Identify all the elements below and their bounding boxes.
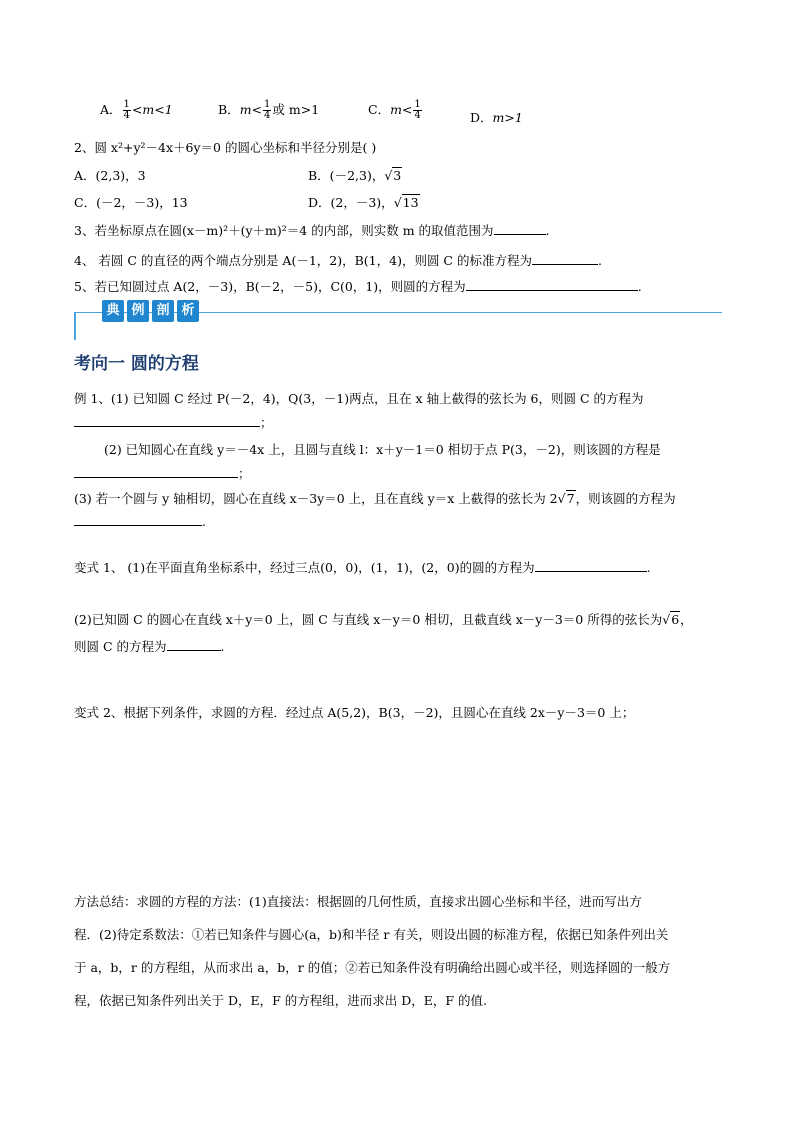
q1-option-a: [100, 100, 173, 121]
option-label: A．: [100, 102, 122, 117]
option-label: B．: [218, 102, 240, 117]
sqrt-symbol: √7: [557, 491, 575, 506]
sqrt-symbol: √3: [384, 168, 402, 183]
denominator: 4: [123, 110, 130, 121]
q3: [74, 221, 550, 239]
q1-option-c: [368, 100, 423, 121]
punctuation: ，: [680, 612, 693, 627]
question-text: 变式 1、 (1)在平面直角坐标系中，经过三点(0，0)，(1，1)，(2，0)的圆的方程为: [74, 560, 535, 575]
q4: [74, 251, 602, 269]
punctuation: ；: [260, 415, 273, 430]
example1-part3-answer: [74, 514, 206, 529]
q2-option-d: [308, 193, 420, 211]
example1-part1-answer: [74, 413, 273, 431]
q1-option-d: [470, 108, 523, 126]
answer-blank[interactable]: [74, 426, 260, 427]
option-text: B．(－2,3)，: [308, 168, 385, 183]
question-text: 4、 若圆 C 的直径的两个端点分别是 A(－1，2)，B(1，4)，则圆 C 的标准方程为: [74, 253, 532, 268]
denominator: 4: [414, 110, 421, 121]
denominator: 4: [264, 110, 271, 121]
banner-char: 剖: [152, 300, 174, 322]
question-text: ，则该圆的方程为: [575, 491, 676, 506]
question-text: (2)已知圆 C 的圆心在直线 x＋y＝0 上，圆 C 与直线 x－y＝0 相切，且截直线 x－y－3＝0 所得的弦长为: [74, 612, 663, 627]
question-text: (3) 若一个圆与 y 轴相切，圆心在直线 x－3y＝0 上，且在直线 y＝x 上截得的弦长为 2: [74, 491, 558, 506]
method-line-4: 程，依据已知条件列出关于 D，E，F 的方程组，进而求出 D，E，F 的值.: [74, 993, 488, 1008]
variant1-part1: [74, 558, 651, 576]
punctuation: .: [220, 639, 225, 654]
radicand: 13: [402, 195, 419, 210]
variant2: 变式 2、根据下列条件，求圆的方程．经过点 A(5,2)，B(3，－2)，且圆心在直线 2x－y－3＝0 上；: [74, 705, 635, 720]
answer-blank[interactable]: [74, 525, 202, 526]
sqrt-symbol: √13: [393, 195, 419, 210]
radicand: 3: [393, 168, 402, 183]
banner-char: 例: [127, 300, 149, 322]
numerator: 1: [123, 99, 130, 110]
radicand: 7: [566, 491, 575, 506]
banner-char: 典: [102, 300, 124, 322]
fraction: [413, 100, 421, 121]
answer-blank[interactable]: [535, 571, 647, 572]
example1-part2-answer: [74, 464, 251, 482]
fraction: [263, 100, 271, 121]
variant1-part2-answer: [74, 637, 225, 655]
variant1-part2: [74, 610, 693, 628]
answer-blank[interactable]: [494, 234, 546, 235]
answer-blank[interactable]: [466, 290, 638, 291]
radicand: 6: [671, 612, 680, 627]
q2-stem: 2、圆 x²+y²－4x＋6y＝0 的圆心坐标和半径分别是( ): [74, 140, 377, 155]
example1-part1: 例 1、(1) 已知圆 C 经过 P(－2，4)，Q(3，－1)两点，且在 x 轴上截得的弦长为 6，则圆 C 的方程为: [74, 391, 644, 406]
question-text: 5、若已知圆过点 A(2，－3)，B(－2，－5)，C(0，1)，则圆的方程为: [74, 279, 466, 294]
sqrt-symbol: √6: [662, 612, 680, 627]
option-text: m<: [239, 102, 263, 117]
banner-char: 析: [177, 300, 199, 322]
numerator: 1: [264, 99, 271, 110]
question-text: 3、若坐标原点在圆(x－m)²＋(y＋m)²＝4 的内部，则实数 m 的取值范围为: [74, 223, 494, 238]
example1-part3: [74, 489, 676, 507]
option-text: <m<1: [131, 102, 173, 117]
method-line-1: 方法总结：求圆的方程的方法：(1)直接法：根据圆的几何性质，直接求出圆心坐标和半径，进而写出方: [74, 894, 642, 909]
answer-blank[interactable]: [532, 264, 598, 265]
question-text: 则圆 C 的方程为: [74, 639, 167, 654]
q5: [74, 277, 642, 295]
option-text: m<: [390, 102, 413, 117]
numerator: 1: [414, 99, 421, 110]
option-text: D．(2，－3)，: [308, 195, 394, 210]
option-label: D．: [470, 110, 493, 125]
punctuation: .: [637, 279, 642, 294]
punctuation: .: [202, 514, 206, 529]
answer-blank[interactable]: [167, 650, 221, 651]
fraction: [123, 100, 131, 121]
section-title: 考向一 圆的方程: [74, 354, 199, 374]
example1-part2: (2) 已知圆心在直线 y＝－4x 上，且圆与直线 l：x＋y－1＝0 相切于点 P(3，－2)，则该圆的方程是: [104, 442, 661, 457]
method-line-3: 于 a，b，r 的方程组，从而求出 a，b，r 的值；②若已知条件没有明确给出圆心或半径，则选择圆的一般方: [74, 960, 671, 975]
option-text: 或 m>1: [272, 102, 320, 117]
q2-option-b: [308, 166, 402, 184]
punctuation: .: [597, 253, 602, 268]
punctuation: .: [545, 223, 550, 238]
option-label: C．: [368, 102, 391, 117]
answer-blank[interactable]: [74, 477, 238, 478]
method-line-2: 程．(2)待定系数法：①若已知条件与圆心(a，b)和半径 r 有关，则设出圆的标准方程，依据已知条件列出关: [74, 927, 669, 942]
q2-option-a: A．(2,3)，3: [74, 168, 146, 183]
punctuation: ；: [238, 466, 251, 481]
punctuation: .: [646, 560, 651, 575]
option-text: m>1: [492, 110, 523, 125]
banner-rule-vertical: [74, 312, 76, 340]
q1-option-b: [218, 100, 319, 121]
q2-option-c: C．(－2，－3)，13: [74, 195, 188, 210]
